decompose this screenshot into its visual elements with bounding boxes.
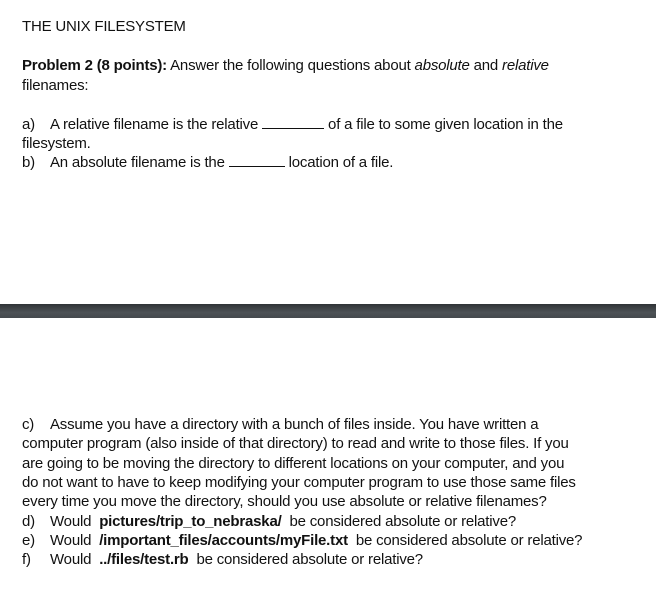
question-text: Would xyxy=(50,551,92,568)
problem-intro-cont: filenames: xyxy=(22,77,89,94)
path-text: /important_files/accounts/myFile.txt xyxy=(99,532,348,549)
question-text: Assume you have a directory with a bunch of files inside. You have written a xyxy=(50,416,539,433)
problem-intro xyxy=(22,56,549,75)
path-text: ../files/test.rb xyxy=(99,551,189,568)
problem-heading: Problem 2 (8 points): xyxy=(22,57,167,74)
intro-text: Answer the following questions about xyxy=(166,57,415,74)
path-text: pictures/trip_to_nebraska/ xyxy=(99,513,282,530)
question-c-line: are going to be moving the directory to different locations on your computer, and you xyxy=(22,455,565,472)
question-text: of a file to some given location in the xyxy=(324,116,563,133)
intro-relative: relative xyxy=(502,57,549,74)
intro-absolute: absolute xyxy=(414,57,470,74)
question-text: location of a file. xyxy=(284,154,394,171)
question-label: a) xyxy=(22,116,35,133)
question-c xyxy=(22,415,538,434)
answer-blank xyxy=(229,154,285,167)
question-c-line: computer program (also inside of that directory) to read and write to those files. If you xyxy=(22,435,569,452)
intro-and: and xyxy=(469,57,503,74)
question-label: e) xyxy=(22,532,35,549)
page-divider xyxy=(0,304,656,318)
question-text: An absolute filename is the xyxy=(50,154,229,171)
page-title: THE UNIX FILESYSTEM xyxy=(22,18,186,35)
question-label: f) xyxy=(22,551,31,568)
question-label: d) xyxy=(22,513,35,530)
question-a-cont: filesystem. xyxy=(22,135,91,152)
question-a xyxy=(22,115,563,134)
question-c-line: every time you move the directory, should you use absolute or relative filenames? xyxy=(22,493,547,510)
answer-blank xyxy=(262,116,324,129)
question-label: c) xyxy=(22,416,35,433)
question-text: be considered absolute or relative? xyxy=(355,532,583,549)
question-c-line: do not want to have to keep modifying your computer program to use those same files xyxy=(22,474,576,491)
question-text: be considered absolute or relative? xyxy=(196,551,423,568)
question-b xyxy=(22,153,393,172)
question-label: b) xyxy=(22,154,35,171)
question-text: A relative filename is the relative xyxy=(50,116,263,133)
question-text: Would xyxy=(50,513,92,530)
question-f xyxy=(22,550,423,569)
question-text: Would xyxy=(50,532,92,549)
question-text: be considered absolute or relative? xyxy=(289,513,516,530)
question-d xyxy=(22,512,516,531)
question-e xyxy=(22,531,582,550)
